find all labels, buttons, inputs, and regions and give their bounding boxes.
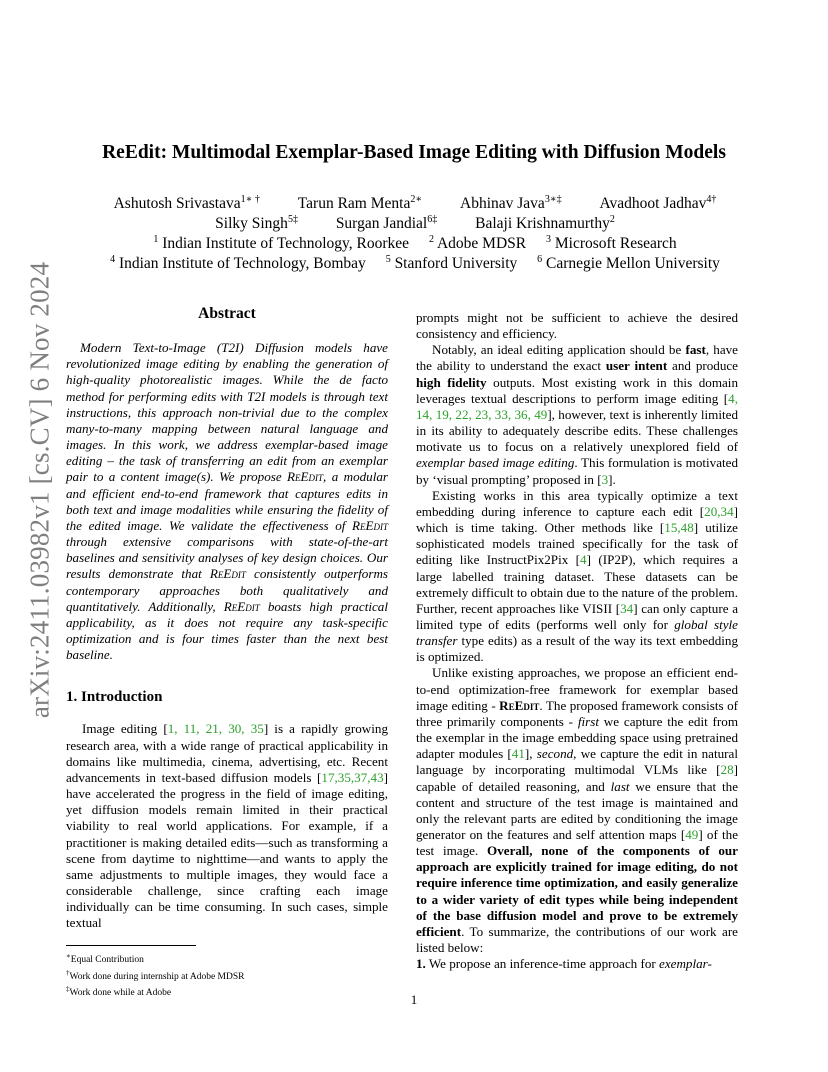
citation-link[interactable]: 34 [620,600,634,616]
citation-link[interactable]: 3 [601,471,609,487]
body-paragraph: Existing works in this area typically optimize a text embedding during inference to capture each edit [20,34] which is time taking. Other methods like [15,48] utilize sophisticated models trained specifically for the task of editing like InstructPix2Pix [4] (IP2P), which requires a large labelled training dataset. These datasets can be extremely difficult to obtain due to the nature of the problem. Further, recent approaches like VISII [34] can only capture a limited type of edits (performs well only for global style transfer type edits) as a result of the way its text embedding is optimized. [416,487,739,665]
right-column [416,310,738,972]
citation-link[interactable]: 15,48 [664,520,694,536]
affiliation-row-2 [60,254,770,274]
introduction-paragraph: Image editing [1, 11, 21, 30, 35] is a rapidly growing research area, with a wide range of practical applicability in domains like multimedia, cinema, advertising, etc. Recent advancements in text-based diffusion models [17,35,37,43] have accelerated the progress in the field of image editing, yet diffusion models remain limited in their practical viability to real world applications. For example, if a practitioner is making detailed edits—such as transforming a scene from daytime to nighttime—and wants to apply the same adjustments to multiple images, they would face a considerable challenge, since crafting each image individually can be time consuming. In such cases, simple textual [66,721,388,931]
abstract-heading: Abstract [198,305,256,322]
author-row-1 [60,194,770,214]
citation-link[interactable]: 20,34 [704,503,734,519]
author: Surgan Jandial$^{6\ddagger}$ [335,213,438,232]
affiliation-row-1 [60,234,770,254]
body-paragraph: Unlike existing approaches, we propose an efficient end-to-end optimization-free framework for exemplar based image editing - ReEdit. The proposed framework consists of three primarily components - first we capture the edit from the exemplar in the image embedding space using pretrained adapter modules [41], second, we capture the edit in natural language by incorporating multimodal VLMs like [28] capable of detailed reasoning, and last we ensure that the content and structure of the test image is maintained and only the relevant parts are edited by conditioning the image generator on the features and self attention maps [49] of the test image. Overall, none of the components of our approach are explicitly trained for image editing, do not require inference time optimization, and easily generalize to a wider variety of edit types while being independent of the base diffusion model and prove to be extremely efficient. To summarize, the contributions of our work are listed below: [416,665,739,956]
author: Silky Singh$^{5\ddagger}$ [215,213,298,232]
citation-link[interactable]: 41 [511,746,525,762]
citation-link[interactable]: 4 [580,552,587,568]
body-paragraph: prompts might not be sufficient to achieve the desired consistency and efficiency. [416,310,738,342]
citation-link[interactable]: 4, 14, 19, 22, 23, 33, 36, 49 [416,390,738,422]
affiliation: $^1$ Indian Institute of Technology, Roorkee [153,233,410,252]
citation-link[interactable]: 1, 11, 21, 30, 35 [167,721,264,737]
footnote: ‡Work done while at Adobe [66,984,172,998]
footnote: †Work done during internship at Adobe MDSR [66,968,245,982]
abstract-text: Modern Text-to-Image (T2I) Diffusion models have revolutionized image editing by enabling the generation of high-quality photorealistic images. While the de facto method for performing edits with T2I models is through text instructions, this approach non-trivial due to the complex many-to-many mapping between natural language and images. In this work, we address exemplar-based image editing – the task of transferring an edit from an exemplar pair to a content image(s). We propose ReEdit, a modular and efficient end-to-end framework that captures edits in both text and image modalities while ensuring the fidelity of the edited image. We validate the effectiveness of ReEdit through extensive comparisons with state-of-the-art baselines and sensitivity analyses of key design choices. Our results demonstrate that ReEdit consistently outperforms contemporary approaches both qualitatively and quantitatively. Additionally, ReEdit boasts high practical applicability, as it does not require any task-specific optimization and is four times faster than the next best baseline. [66,340,389,663]
citation-link[interactable]: 17,35,37,43 [321,769,384,785]
citation-link[interactable]: 49 [685,827,699,842]
author: Ashutosh Srivastava$^{1∗ \dagger}$ [113,193,260,212]
affiliation: $^5$ Stanford University [385,253,518,272]
citation-link[interactable]: 28 [720,762,734,778]
author: Avadhoot Jadhav$^{4\dagger}$ [599,193,717,212]
author: Tarun Ram Menta$^{2∗}$ [297,193,423,212]
paper-title: ReEdit: Multimodal Exemplar-Based Image Editing with Diffusion Models [102,142,726,163]
author: Balaji Krishnamurthy$^2$ [475,213,615,232]
contribution-list-item: 1. We propose an inference-time approach for exemplar- [416,956,712,972]
affiliation: $^4$ Indian Institute of Technology, Bombay [110,253,366,272]
page-number: 1 [410,992,418,1007]
footnote-rule [66,945,196,946]
author: Abhinav Java$^{3∗\ddagger}$ [460,193,562,212]
introduction-heading: 1. Introduction [66,689,163,706]
author-row-2 [60,214,770,234]
left-column [66,306,388,999]
affiliation: $^6$ Carnegie Mellon University [537,253,720,272]
footnote: ∗Equal Contribution [66,952,144,966]
affiliation: $^2$ Adobe MDSR [428,233,527,252]
arxiv-sidebar [20,261,60,719]
body-paragraph: Notably, an ideal editing application should be fast, have the ability to understand the exact user intent and produce high fidelity outputs. Most existing work in this domain leverages textual descriptions to perform image editing [4, 14, 19, 22, 23, 33, 36, 49], however, text is inherently limited in its ability to adequately describe edits. These challenges motivate us to focus on a relatively unexplored field of exemplar based image editing. This formulation is motivated by ‘visual prompting’ proposed in [3]. [416,342,738,487]
author-block [60,194,770,274]
arxiv-identifier: arXiv:2411.03982v1 [cs.CV] 6 Nov 2024 [24,261,55,719]
affiliation: $^3$ Microsoft Research [545,233,677,252]
